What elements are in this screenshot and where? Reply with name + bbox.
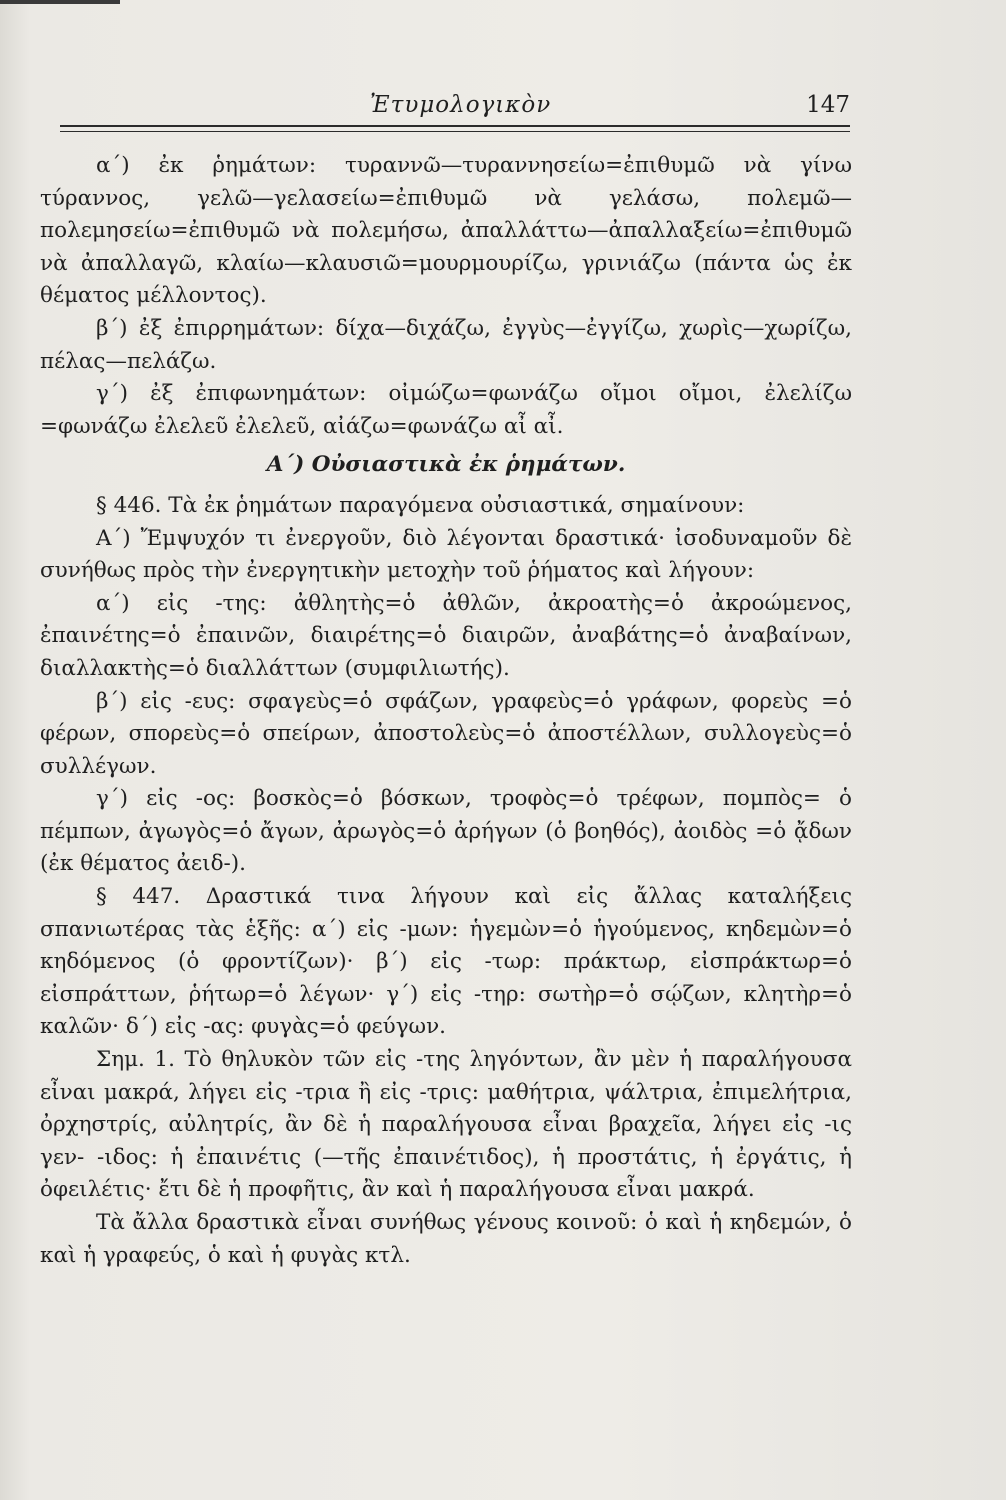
paragraph-section-447: § 447. Δραστικά τινα λήγουν καὶ εἰς ἄλλας καταλήξεις σπανιωτέρας τὰς ἑξῆς: α΄) εἰς -μων: ἡγεμὼν=ὁ ἡγούμενος, κηδεμὼν=ὁ κηδόμενος (ὁ φροντίζων)· β΄) εἰς -τωρ: πράκτωρ, εἰσπράκτωρ=ὁ εἰσπράττων, ῥήτωρ=ὁ λέγων· γ΄) εἰς -τηρ: σωτὴρ=ὁ σῴζων, κλητὴρ=ὁ καλῶν· δ΄) εἰς -ας: φυγὰς=ὁ φεύγων. <box>40 884 852 1040</box>
page-number: 147 <box>806 92 850 118</box>
paragraph-suffix-os: γ΄) εἰς -ος: βοσκὸς=ὁ βόσκων, τροφὸς=ὁ τρέφων, πομπὸς= ὁ πέμπων, ἀγωγὸς=ὁ ἄγων, ἀρωγὸς=ὁ ἀρήγων (ὁ βοηθός), ἀοιδὸς =ὁ ᾄδων (ἐκ θέματος ἀειδ-). <box>40 786 852 877</box>
paragraph-adverbs: β΄) ἐξ ἐπιρρημάτων: δίχα—διχάζω, ἐγγὺς—ἐγγίζω, χωρὶς—χωρίζω, πέλας—πελάζω. <box>40 315 852 374</box>
paragraph-section-446: § 446. Τὰ ἐκ ῥημάτων παραγόμενα οὐσιαστικά, σημαίνουν: <box>96 492 745 518</box>
header-rule-thin <box>60 131 850 132</box>
paragraph-suffix-eus: β΄) εἰς -ευς: σφαγεὺς=ὁ σφάζων, γραφεὺς=ὁ γράφων, φορεὺς =ὁ φέρων, σπορεὺς=ὁ σπείρων, ἀποστολεὺς=ὁ ἀποστέλλων, συλλογεὺς=ὁ συλλέγων. <box>40 688 852 779</box>
top-edge-mark <box>0 0 120 4</box>
paragraph-suffix-tes: α΄) εἰς -της: ἀθλητὴς=ὁ ἀθλῶν, ἀκροατὴς=ὁ ἀκροώμενος, ἐπαινέτης=ὁ ἐπαινῶν, διαιρέτης=ὁ διαιρῶν, ἀναβάτης=ὁ ἀναβαίνων, διαλλακτὴς=ὁ διαλλάττων (συμφιλιωτής). <box>40 590 852 681</box>
section-subheading: Α΄) Οὐσιαστικὰ ἐκ ῥημάτων. <box>266 452 626 478</box>
page-header <box>60 92 850 124</box>
body-text <box>40 150 852 1272</box>
paragraph-common-gender: Τὰ ἄλλα δραστικὰ εἶναι συνήθως γένους κοινοῦ: ὁ καὶ ἡ κηδεμών, ὁ καὶ ἡ γραφεύς, ὁ καὶ ἡ φυγὰς κτλ. <box>40 1210 852 1268</box>
paragraph-agent-nouns: Α΄) Ἔμψυχόν τι ἐνεργοῦν, διὸ λέγονται δραστικά· ἰσοδυναμοῦν δὲ συνήθως πρὸς τὴν ἐνεργητικὴν μετοχὴν τοῦ ῥήματος καὶ λήγουν: <box>40 525 852 584</box>
header-rule <box>60 125 850 127</box>
running-title: Ἐτυμολογικὸν <box>370 92 552 118</box>
paragraph-interjections: γ΄) ἐξ ἐπιφωνημάτων: οἰμώζω=φωνάζω οἴμοι οἴμοι, ἐλελίζω =φωνάζω ἐλελεῦ ἐλελεῦ, αἰάζω=φωνάζω αἶ αἶ. <box>40 381 852 439</box>
paragraph-note-1: Σημ. 1. Τὸ θηλυκὸν τῶν εἰς -της ληγόντων, ἂν μὲν ἡ παραλήγουσα εἶναι μακρά, λήγει εἰς -τρια ἢ εἰς -τρις: μαθήτρια, ψάλτρια, ἐπιμελήτρια, ὀρχηστρίς, αὐλητρίς, ἂν δὲ ἡ παραλήγουσα εἶναι βραχεῖα, λήγει εἰς -ις γεν- -ιδος: ἡ ἐπαινέτις (—τῆς ἐπαινέτιδος), ἡ προστάτις, ἡ ἐργάτις, ἡ ὀφειλέτις· ἔτι δὲ ἡ προφῆτις, ἂν καὶ ἡ παραλήγουσα εἶναι μακρά. <box>40 1047 852 1203</box>
paragraph-verbs: α΄) ἐκ ῥημάτων: τυραννῶ—τυραννησείω=ἐπιθυμῶ νὰ γίνω τύραννος, γελῶ—γελασείω=ἐπιθυμῶ νὰ γελάσω, πολεμῶ—πολεμησείω=ἐπιθυμῶ νὰ πολεμήσω, ἀπαλλάττω—ἀπαλλαξείω=ἐπιθυμῶ νὰ ἀπαλλαγῶ, κλαίω—κλαυσιῶ=μουρμουρίζω, γρινιάζω (πάντα ὡς ἐκ θέματος μέλλοντος). <box>40 153 852 309</box>
